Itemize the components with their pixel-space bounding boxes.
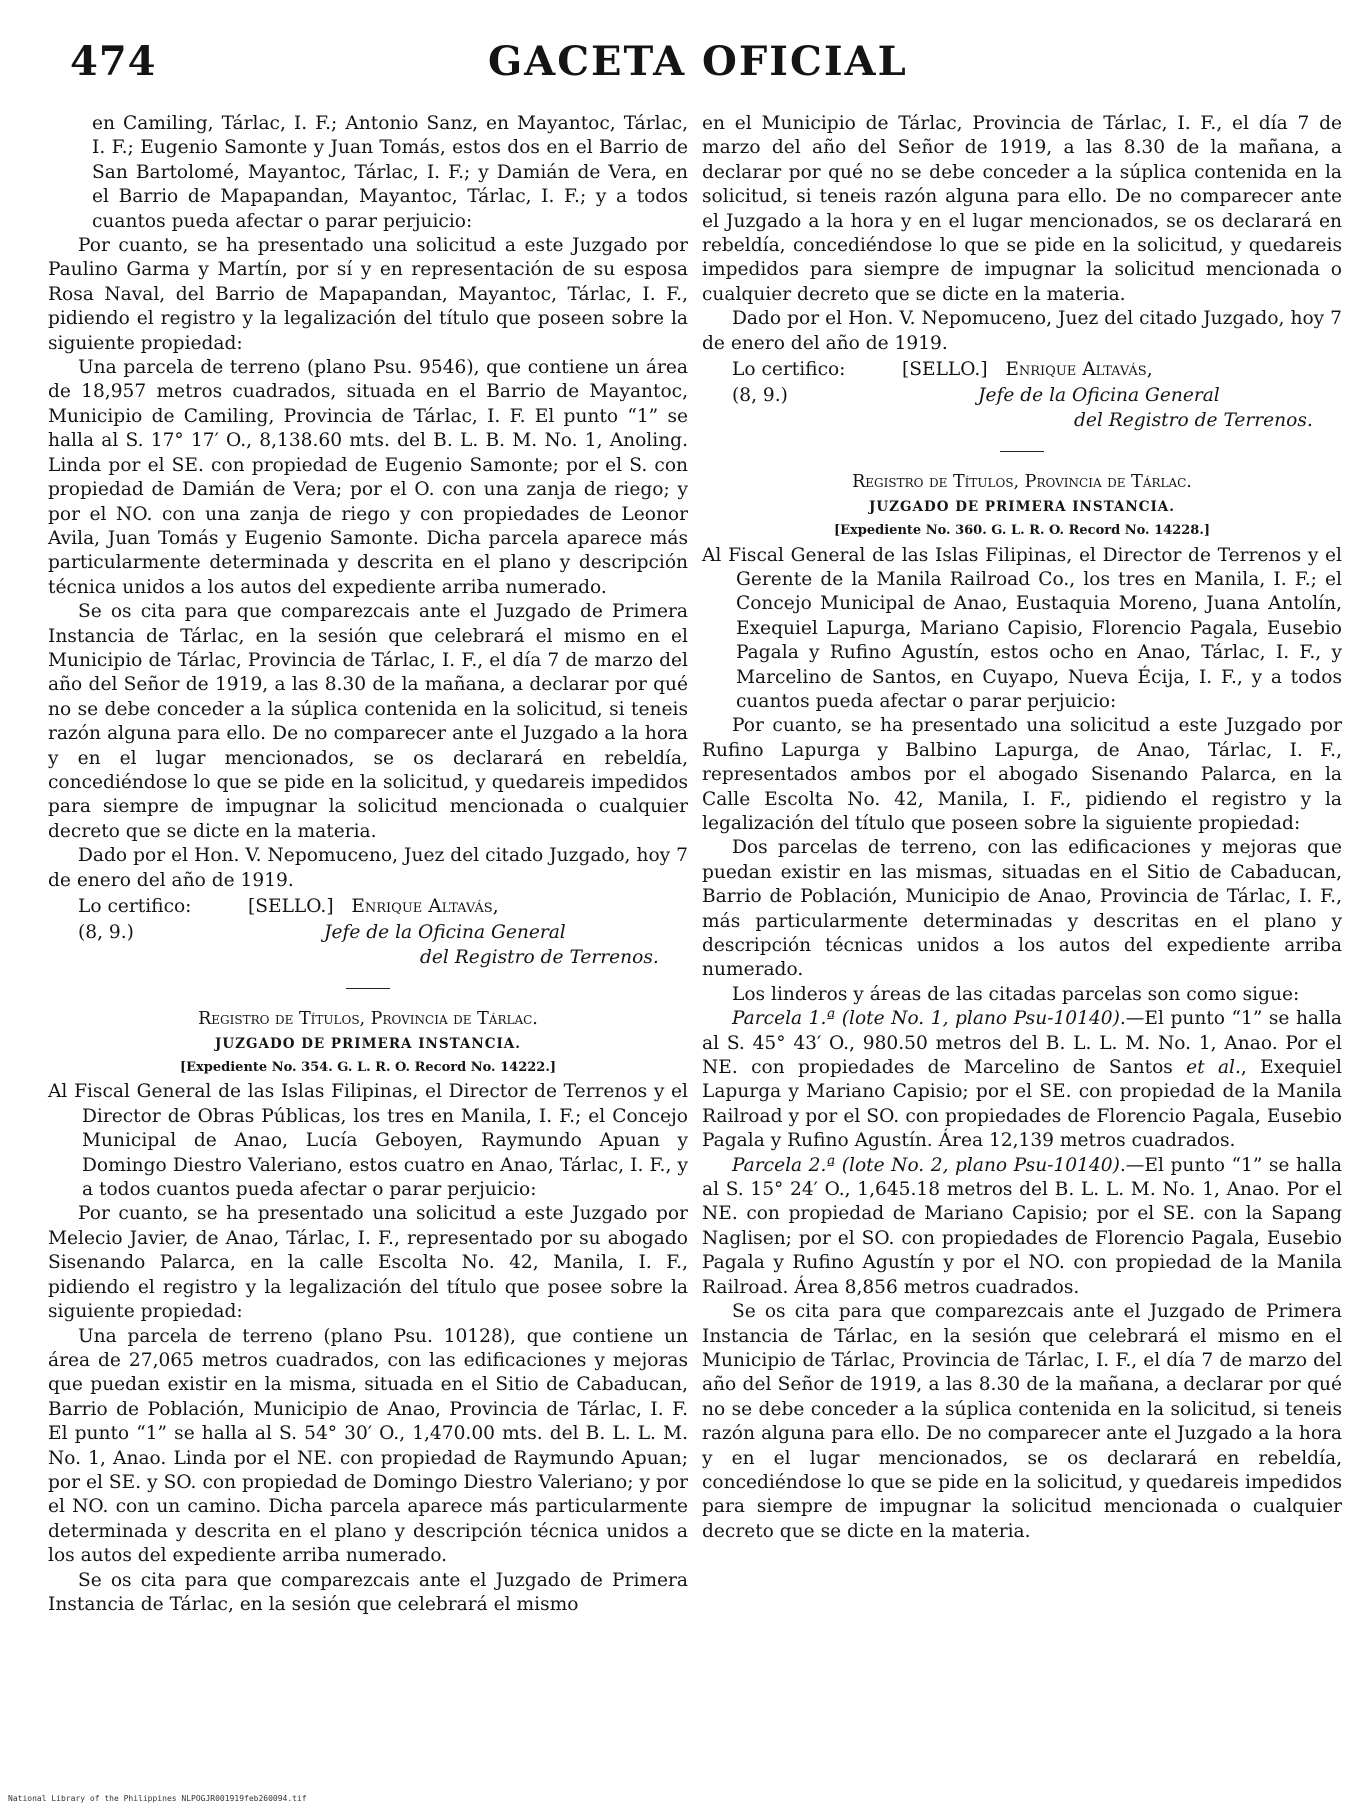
paragraph: Por cuanto, se ha presentado una solicitud a este Juzgado por Rufino Lapurga y Balbino Lapurga, de Anao, Tárlac, I. F., representados ambos por el abogado Sisenando Palarca, en la Calle Escolta No. 42, Manila, I. F., pidiendo el registro y la legalización del título que poseen sobre la siguiente propiedad: [702,715,1342,834]
paragraph: Los linderos y áreas de las citadas parcelas son como sigue: [732,983,1300,1005]
signer-title-2: del Registro de Terrenos. [1074,409,1313,431]
page-number: 474 [70,38,157,85]
addressees: Al Fiscal General de las Islas Filipinas, el Director de Terrenos y el Gerente de la Manila Railroad Co., los tres en Manila, I. F.; el Concejo Municipal de Anao, Eustaquia Moreno, Juana Antolín, Exequiel Lapurga, Mariano Capisio, Florencio Pagala, Eusebio Pagala y Rufino Agustín, estos ocho en Anao, Tárlac, I. F., y Marcelino de Santos, en Cuyapo, Nueva Écija, I. F., y a todos cuantos pueda afectar o parar perjuicio: [702,544,1342,712]
paragraph: Dado por el Hon. V. Nepomuceno, Juez del citado Juzgado, hoy 7 de enero del año de 1919. [702,308,1342,354]
section-subtitle: JUZGADO DE PRIMERA INSTANCIA. [869,498,1175,515]
parcel-2-label: Parcela 2.ª [732,1154,836,1176]
page-title: GACETA OFICIAL [488,38,908,85]
parcel-2-text: .—El punto “1” se halla al S. 15° 24′ O., 1,645.18 metros del B. L. L. M. No. 1, Anao. Por el NE. con propiedad de Mariano Capisio; por el SE. con la Sapang Naglisen; por el SO. con propiedades de Florencio Pagala, Eusebio Pagala y Rufino Agustín y por el NO. con propiedad de la Manila Railroad. Área 8,856 metros cuadrados. [702,1154,1342,1298]
signer-name: Enrique Altavás, [1005,359,1153,381]
signer-title-1: Jefe de la Oficina General [324,922,566,944]
parcel-1-plan: (lote No. 1, plano Psu-10140) [841,1008,1120,1030]
section-subtitle: JUZGADO DE PRIMERA INSTANCIA. [215,1035,521,1052]
section-divider [346,988,390,989]
cert-reference: (8, 9.) [732,385,788,407]
parcel-2-paragraph [702,1154,1342,1300]
parcel-2-plan: (lote No. 2, plano Psu-10140) [841,1154,1120,1176]
paragraph: Una parcela de terreno (plano Psu. 9546), que contiene un área de 18,957 metros cuadrados, situada en el Barrio de Mayantoc, Municipio de Camiling, Provincia de Tárlac, I. F. El punto “1” se halla al S. 17° 17′ O., 8,138.60 mts. del B. L. B. M. No. 1, Anoling. Linda por el SE. con propiedad de Eugenio Samonte; por el S. con propiedad de Damián de Vera; por el O. con una zanja de riego; y por el NO. con una zanja de riego y con propiedades de Leonor Avila, Juan Tomás y Eugenio Samonte. Dicha parcela aparece más particularmente determinada y descrita en el plano y descripción técnica unidos a los autos del expediente arriba numerado. [48,357,688,598]
cert-label: Lo certifico: [78,896,192,917]
section-reference: [Expediente No. 354. G. L. R. O. Record No. 14222.] [179,1060,557,1076]
parcel-1-text-cont: , Exequiel Lapurga y Mariano Capisio; por el SE. con propiedad de la Manila Railroad y por el SO. con propiedades de Florencio Pagala, Eusebio Pagala y Rufino Agustín. Área 12,139 metros cuadrados. [702,1057,1342,1152]
paragraph-continuation: en el Municipio de Tárlac, Provincia de Tárlac, I. F., el día 7 de marzo del año del Señor de 1919, a las 8.30 de la mañana, a declarar por qué no se debe conceder a la súplica contenida en la solicitud, si teneis razón alguna para ello. De no comparecer ante el Juzgado a la hora y en el lugar mencionados, se os declarará en rebeldía, concediéndose lo que se pide en la solicitud, y quedareis impedidos para siempre de impugnar la solicitud mencionada o cualquier decreto que se dicte en la materia. [702,113,1342,305]
section-title: Registro de Títulos, Provincia de Tárlac. [852,472,1192,493]
paragraph: Se os cita para que comparezcais ante el Juzgado de Primera Instancia de Tárlac, en la sesión que celebrará el mismo en el Municipio de Tárlac, Provincia de Tárlac, I. F., el día 7 de marzo del año del Señor de 1919, a las 8.30 de la mañana, a declarar por qué no se debe conceder a la súplica contenida en la solicitud, si teneis razón alguna para ello. De no comparecer ante el Juzgado a la hora y en el lugar mencionados, se os declarará en rebeldía, concediéndose lo que se pide en la solicitud, y quedareis impedidos para siempre de impugnar la solicitud mencionada o cualquier decreto que se dicte en la materia. [702,1301,1342,1542]
signer-title-2: del Registro de Terrenos. [420,946,659,968]
left-column [48,112,688,1617]
parcel-1-etal: et al. [1186,1057,1241,1079]
paragraph: Dos parcelas de terreno, con las edificaciones y mejoras que puedan existir en las mismas, situadas en el Sitio de Cabaducan, Barrio de Población, Municipio de Anao, Provincia de Tárlac, I. F., más particularmente determinadas y descritas en el plano y descripción técnicas unidos a los autos del expediente arriba numerado. [702,837,1342,981]
parcel-1-paragraph [702,1007,1342,1153]
parcel-1-text: .—El punto “1” se halla al S. 45° 43′ O., 980.50 metros del B. L. L. M. No. 1, Anao. Por el NE. con propiedades de Marcelino de Santos [702,1008,1342,1079]
seal-mark: [SELLO.] [902,359,988,381]
paragraph: Una parcela de terreno (plano Psu. 10128), que contiene un área de 27,065 metros cuadrados, con las edificaciones y mejoras que puedan existir en la misma, situada en el Sitio de Cabaducan, Barrio de Población, Municipio de Anao, Provincia de Tárlac, I. F. El punto “1” se halla al S. 54° 30′ O., 1,470.00 mts. del B. L. L. M. No. 1, Anao. Linda por el NE. con propiedad de Raymundo Apuan; por el SE. y SO. con propiedad de Domingo Diestro Valeriano; y por el NO. con un camino. Dicha parcela aparece más particularmente determinada y descrita en el plano y descripción técnica unidos a los autos del expediente arriba numerado. [48,1325,688,1567]
paragraph: Dado por el Hon. V. Nepomuceno, Juez del citado Juzgado, hoy 7 de enero del año de 1919. [48,845,688,891]
paragraph: Se os cita para que comparezcais ante el Juzgado de Primera Instancia de Tárlac, en la sesión que celebrará el mismo en el Municipio de Tárlac, Provincia de Tárlac, I. F., el día 7 de marzo del año del Señor de 1919, a las 8.30 de la mañana, a declarar por qué no se debe conceder a la súplica contenida en la solicitud, si teneis razón alguna para ello. De no comparecer ante el Juzgado a la hora y en el lugar mencionados, se os declarará en rebeldía, concediéndose lo que se pide en la solicitud, y quedareis impedidos para siempre de impugnar la solicitud mencionada o cualquier decreto que se dicte en la materia. [48,601,688,842]
certification [48,895,688,919]
paragraph: Por cuanto, se ha presentado una solicitud a este Juzgado por Melecio Javier, de Anao, Tárlac, I. F., representado por su abogado Sisenando Palarca, en la calle Escolta No. 42, Manila, I. F., pidiendo el registro y la legalización del título que posee sobre la siguiente propiedad: [48,1203,688,1323]
certification [702,358,1342,382]
parcel-1-label: Parcela 1.ª [732,1008,836,1030]
signer-title-1: Jefe de la Oficina General [978,385,1220,407]
signer-name: Enrique Altavás, [351,896,499,917]
paragraph: Se os cita para que comparezcais ante el Juzgado de Primera Instancia de Tárlac, en la sesión que celebrará el mismo [48,1569,688,1615]
addressees: Al Fiscal General de las Islas Filipinas, el Director de Terrenos y el Director de Obras Públicas, los tres en Manila, I. F.; el Concejo Municipal de Anao, Lucía Geboyen, Raymundo Apuan y Domingo Diestro Valeriano, estos cuatro en Anao, Tárlac, I. F., y a todos cuantos pueda afectar o parar perjuicio: [48,1081,688,1201]
cert-reference: (8, 9.) [78,922,134,944]
cert-label: Lo certifico: [732,359,846,381]
section-title: Registro de Títulos, Provincia de Tárlac. [198,1009,538,1030]
section-divider [1000,451,1044,452]
scan-footer: National Library of the Philippines NLPOGJR001919feb260094.tif [8,1794,307,1803]
right-column [702,112,1342,1544]
paragraph: Por cuanto, se ha presentado una solicitud a este Juzgado por Paulino Garma y Martín, por sí y en representación de su esposa Rosa Naval, del Barrio de Mapapandan, Mayantoc, Tárlac, I. F., pidiendo el registro y la legalización del título que poseen sobre la siguiente propiedad: [48,235,688,354]
section-reference: [Expediente No. 360. G. L. R. O. Record No. 14228.] [833,523,1211,539]
addressees-continuation: en Camiling, Tárlac, I. F.; Antonio Sanz, en Mayantoc, Tárlac, I. F.; Eugenio Samonte y Juan Tomás, estos dos en el Barrio de San Bartolomé, Mayantoc, Tárlac, I. F.; y Damián de Vera, en el Barrio de Mapapandan, Mayantoc, Tárlac, I. F.; y a todos cuantos pueda afectar o parar perjuicio: [92,113,688,232]
seal-mark: [SELLO.] [248,896,334,917]
